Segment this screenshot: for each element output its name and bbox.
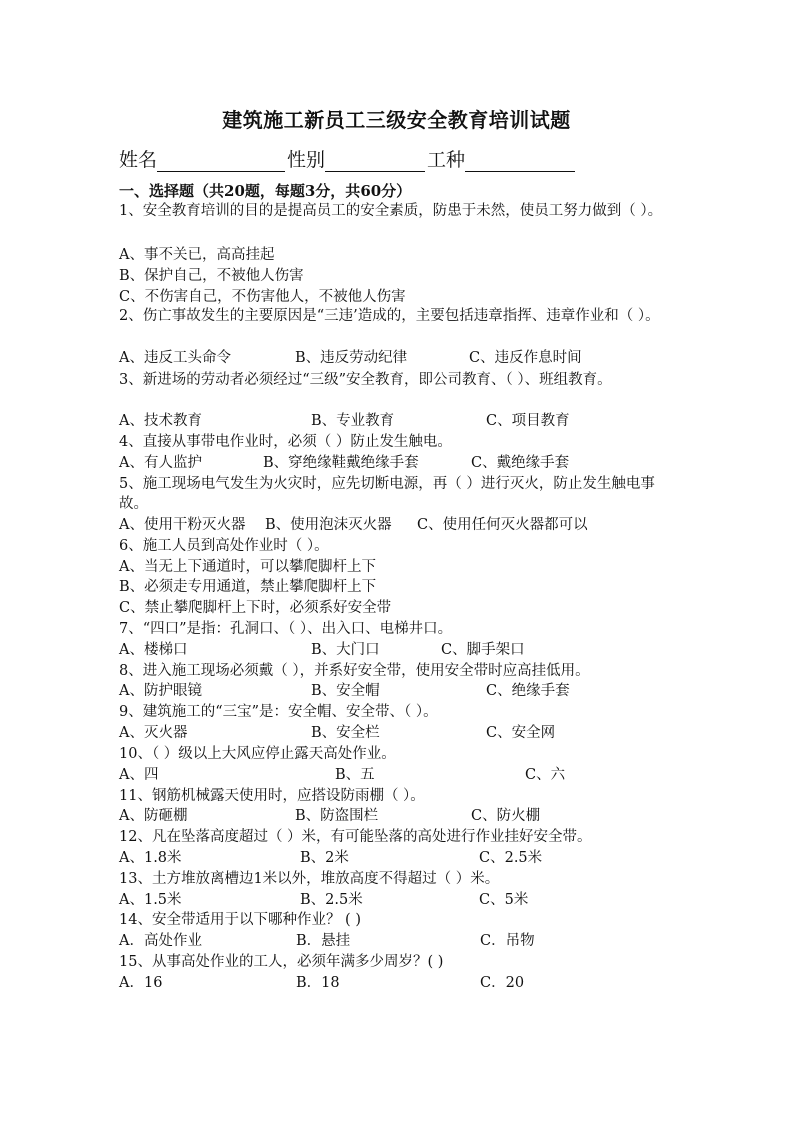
q5-option-b: B、使用泡沫灭火器: [265, 517, 392, 533]
q3-option-b: B、专业教育: [311, 413, 395, 429]
q1-option-c: C、不伤害自己，不伤害他人，不被他人伤害: [119, 289, 406, 305]
student-info-fields: [119, 146, 577, 172]
q8-option-a: A、防护眼镜: [119, 683, 202, 699]
q6-option-c: C、禁止攀爬脚杆上下时，必须系好安全带: [119, 600, 392, 616]
q10-option-c: C、六: [525, 767, 566, 783]
trade-label: 工种: [427, 149, 466, 171]
q7-option-c: C、脚手架口: [441, 642, 525, 658]
q3-options: [119, 411, 679, 431]
trade-blank[interactable]: [465, 149, 575, 172]
gender-blank[interactable]: [325, 149, 425, 172]
gender-label: 性别: [287, 149, 326, 171]
q10-options: [119, 765, 679, 785]
q14-options: [119, 931, 679, 951]
question-1: 1、安全教育培训的目的是提高员工的安全素质，防患于未然，使员工努力做到（ ）。: [119, 203, 663, 219]
question-7: 7、“四口”是指：孔洞口、（ ）、出入口、电梯井口。: [119, 621, 453, 637]
q9-option-a: A、灭火器: [119, 725, 188, 741]
q3-option-a: A、技术教育: [119, 413, 202, 429]
q11-options: [119, 806, 679, 826]
question-9: 9、建筑施工的“三宝”是：安全帽、安全带、（ ）。: [119, 704, 438, 720]
question-5: 5、施工现场电气发生为火灾时，应先切断电源，再（ ）进行灭火，防止发生触电事故。: [119, 476, 655, 512]
section-title: 一、选择题（共20题，每题3分，共60分）: [119, 182, 412, 200]
q4-options: [119, 453, 679, 473]
q12-option-c: C、2.5米: [479, 850, 543, 866]
question-12: 12、凡在坠落高度超过（ ）米，有可能坠落的高处进行作业挂好安全带。: [119, 829, 592, 845]
q2-option-a: A、违反工头命令: [119, 350, 231, 366]
question-6: 6、施工人员到高处作业时（ ）。: [119, 538, 329, 554]
question-2: 2、伤亡事故发生的主要原因是“三违’造成的，主要包括违章指挥、违章作业和（ ）。: [119, 308, 660, 324]
q14-option-a: A．高处作业: [119, 933, 202, 949]
q4-option-c: C、戴绝缘手套: [471, 455, 570, 471]
q9-options: [119, 723, 679, 743]
q11-option-b: B、防盗围栏: [295, 808, 379, 824]
q9-option-c: C、安全网: [486, 725, 556, 741]
q10-option-a: A、四: [119, 767, 159, 783]
q15-option-b: B．18: [296, 975, 340, 991]
q13-option-b: B、2.5米: [300, 892, 363, 908]
q13-option-c: C、5米: [479, 892, 529, 908]
q2-option-b: B、违反劳动纪律: [295, 350, 408, 366]
q5-option-a: A、使用干粉灭火器: [119, 517, 246, 533]
q8-option-c: C、绝缘手套: [486, 683, 570, 699]
q15-option-a: A．16: [119, 975, 163, 991]
q8-options: [119, 681, 679, 701]
q13-options: [119, 890, 679, 910]
question-15: 15、从事高处作业的工人，必须年满多少周岁？( ): [119, 954, 444, 970]
question-14: 14、安全带适用于以下哪种作业？ ( ): [119, 912, 361, 928]
q5-option-c: C、使用任何灭火器都可以: [417, 517, 588, 533]
q14-option-b: B．悬挂: [296, 933, 351, 949]
q11-option-a: A、防砸棚: [119, 808, 188, 824]
q2-options: [119, 348, 679, 368]
question-3: 3、新进场的劳动者必须经过“三级”安全教育，即公司教育、（ ）、班组教育。: [119, 372, 612, 388]
q4-option-a: A、有人监护: [119, 455, 202, 471]
q7-options: [119, 640, 679, 660]
name-label: 姓名: [119, 149, 158, 171]
q8-option-b: B、安全帽: [311, 683, 380, 699]
q3-option-c: C、项目教育: [486, 413, 570, 429]
question-4: 4、直接从事带电作业时，必须（ ）防止发生触电。: [119, 434, 452, 450]
q7-option-b: B、大门口: [311, 642, 380, 658]
q12-option-b: B、2米: [300, 850, 349, 866]
q4-option-b: B、穿绝缘鞋戴绝缘手套: [263, 455, 419, 471]
page-title: 建筑施工新员工三级安全教育培训试题: [222, 108, 571, 132]
question-13: 13、土方堆放离槽边1米以外，堆放高度不得超过（ ）米。: [119, 871, 500, 887]
name-blank[interactable]: [157, 149, 285, 172]
q15-options: [119, 973, 679, 993]
q15-option-c: C．20: [480, 975, 525, 991]
question-8: 8、进入施工现场必须戴（ ），并系好安全带，使用安全带时应高挂低用。: [119, 663, 590, 679]
q2-option-c: C、违反作息时间: [469, 350, 582, 366]
q11-option-c: C、防火棚: [471, 808, 541, 824]
q5-options: [119, 515, 679, 535]
q7-option-a: A、楼梯口: [119, 642, 188, 658]
q6-option-b: B、必须走专用通道，禁止攀爬脚杆上下: [119, 579, 377, 595]
q1-option-b: B、保护自己，不被他人伤害: [119, 268, 304, 284]
q12-options: [119, 848, 679, 868]
q6-option-a: A、当无上下通道时，可以攀爬脚杆上下: [119, 559, 376, 575]
q1-option-a: A、事不关已，高高挂起: [119, 247, 275, 263]
q12-option-a: A、1.8米: [119, 850, 182, 866]
q13-option-a: A、1.5米: [119, 892, 182, 908]
q9-option-b: B、安全栏: [311, 725, 380, 741]
question-11: 11、钢筋机械露天使用时，应搭设防雨棚（ ）。: [119, 788, 425, 804]
question-10: 10、（ ）级以上大风应停止露天高处作业。: [119, 746, 396, 762]
q14-option-c: C．吊物: [480, 933, 535, 949]
q10-option-b: B、五: [335, 767, 375, 783]
